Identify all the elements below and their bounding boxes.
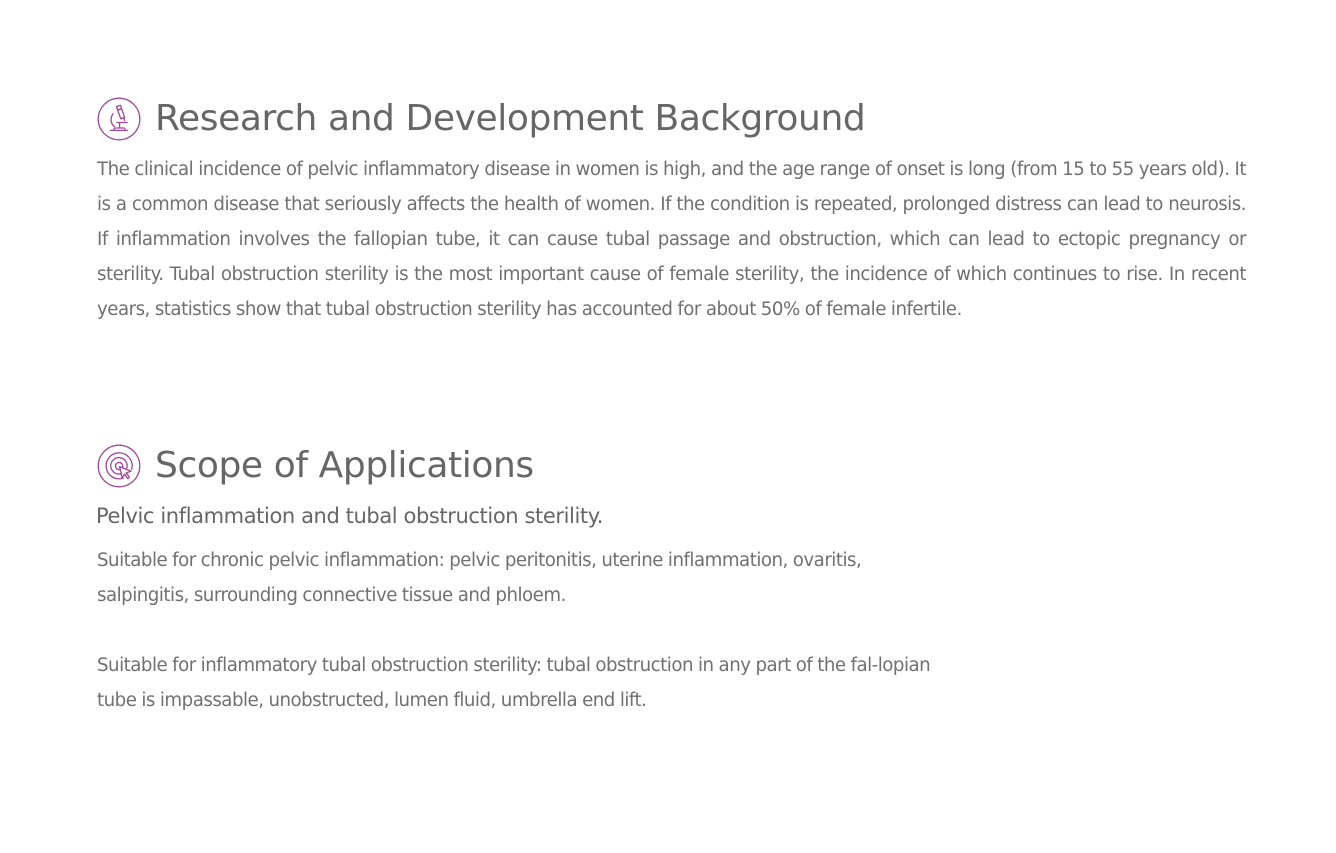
target-click-icon [97, 444, 141, 488]
rd-section [97, 96, 1246, 327]
rd-heading [97, 96, 1246, 142]
scope-paragraph-chronic: Suitable for chronic pelvic inflammation: pelvic peritonitis, uterine inflammation, ovaritis, salpingitis, surrounding connective tissue and phloem. [97, 550, 862, 606]
scope-section [97, 443, 1246, 718]
scope-heading [97, 443, 1246, 489]
rd-title: Research and Development Background [155, 98, 866, 139]
rd-body-text: The clinical incidence of pelvic inflammatory disease in women is high, and the age range of onset is long (from 15 to 55 years old). It is a common disease that seriously affects the health of women. If the condition is repeated, prolonged distress can lead to neurosis. If inflammation involves the fallopian tube, it can cause tubal passage and obstruction, which can lead to ectopic pregnancy or sterility. Tubal obstruction sterility is the most important cause of female sterility, the incidence of which continues to rise. In recent years, statistics show that tubal obstruction sterility has accounted for about 50% of female infertile. [97, 159, 1246, 320]
scope-title: Scope of Applications [155, 445, 534, 486]
microscope-icon [97, 97, 141, 141]
scope-subtitle: Pelvic inflammation and tubal obstruction sterility. [96, 504, 604, 528]
scope-paragraph-tubal: Suitable for inflammatory tubal obstruction sterility: tubal obstruction in any part of the fal-lopian tube is impassable, unobstructed, lumen fluid, umbrella end lift. [97, 655, 931, 711]
